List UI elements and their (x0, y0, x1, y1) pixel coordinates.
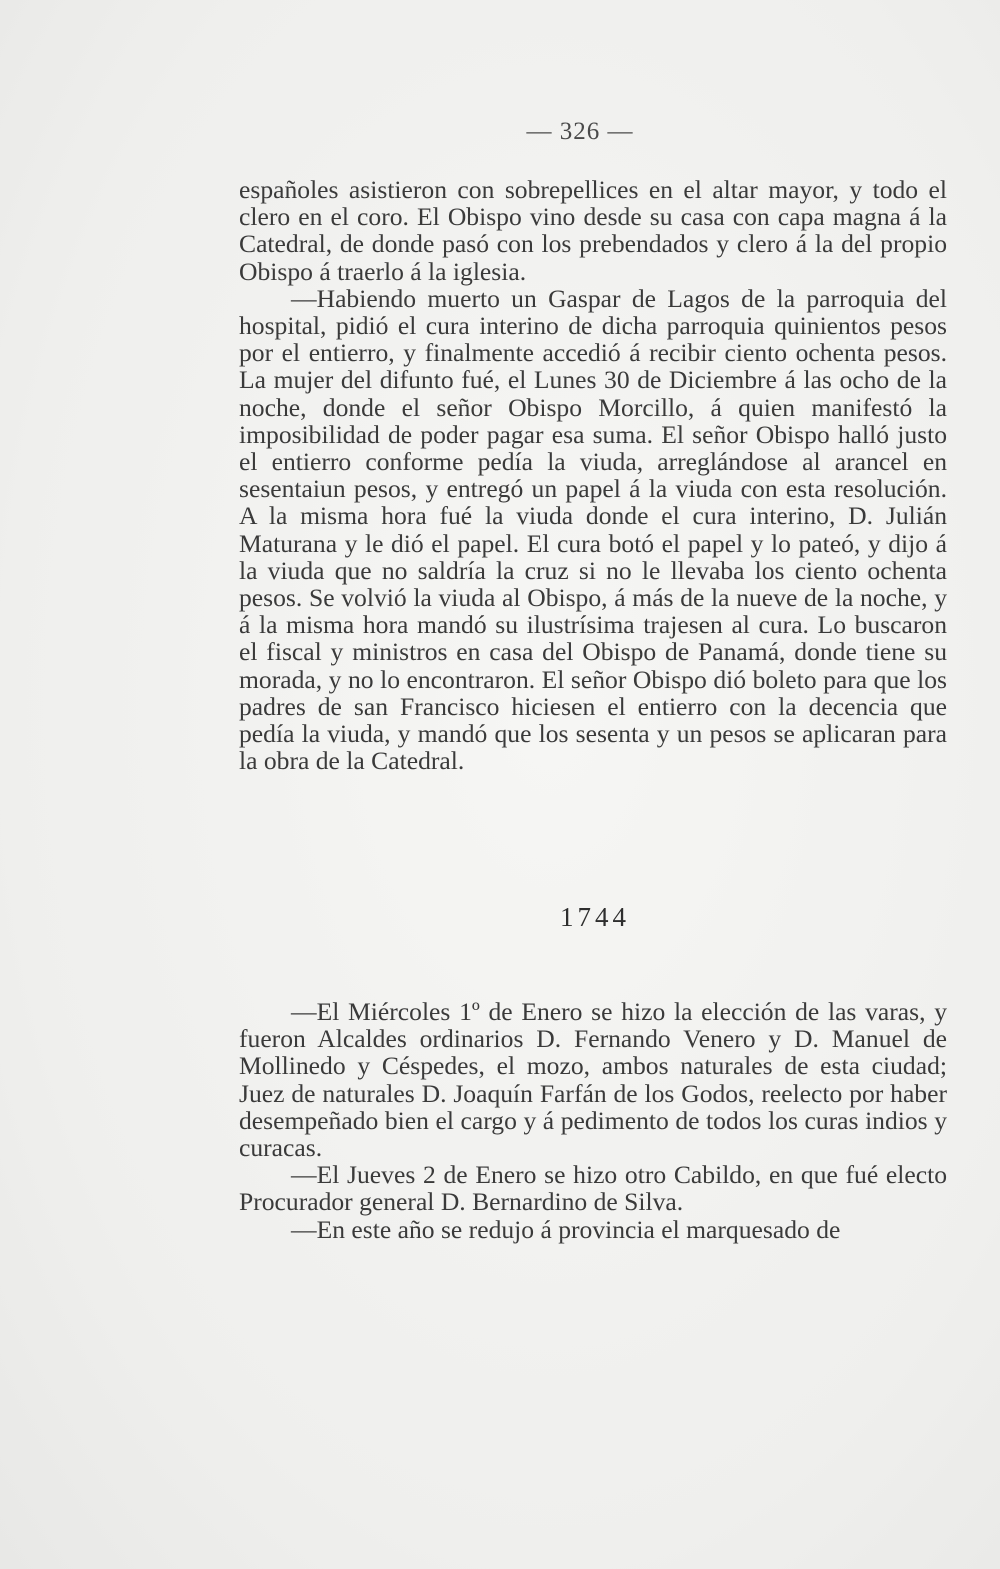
page-number: — 326 — (526, 118, 634, 145)
paragraph-gaspar-de-lagos: —Habiendo muerto un Gaspar de Lagos de la parroquia del hospital, pidió el cura interino de dicha parroquia quinientos pesos por el entierro, y finalmente accedió á recibir ciento ochenta pesos. La mujer del difunto fué, el Lunes 30 de Diciembre á las ocho de la noche, donde el señor Obispo Morcillo, á quien manifestó la imposibilidad de poder pagar esa suma. El señor Obispo halló justo el entierro conforme pedía la viuda, arreglándose al arancel en sesentaiun pesos, y entregó un papel á la viuda con esta resolución. A la misma hora fué la viuda donde el cura interino, D. Julián Maturana y le dió el papel. El cura botó el papel y lo pateó, y dijo á la viuda que no saldría la cruz si no le llevaba los ciento ochenta pesos. Se volvió la viuda al Obispo, á más de la nueve de la noche, y á la misma hora mandó su ilustrísima trajesen al cura. Lo buscaron el fiscal y ministros en casa del Obispo de Panamá, donde tiene su morada, y no lo encontraron. El señor Obispo dió boleto para que los padres de san Francisco hiciesen el entierro con la decencia que pedía la viuda, y mandó que los sesenta y un pesos se aplicaran para la obra de la Catedral. (239, 283, 947, 776)
paragraph-continuation: españoles asistieron con sobrepellices en el altar mayor, y todo el clero en el coro. El Obispo vino desde su casa con capa magna á la Catedral, de donde pasó con los prebendados y clero á la del propio Obispo á traerlo á la iglesia. (239, 175, 947, 286)
text-block-continuation (239, 176, 947, 774)
year-heading: 1744 (560, 902, 630, 932)
paragraph-cabildo: —El Jueves 2 de Enero se hizo otro Cabildo, en que fué electo Procurador general D. Bernardino de Silva. (239, 1160, 947, 1217)
text-block-1744 (239, 998, 947, 1243)
paragraph-marquesado: —En este año se redujo á provincia el marquesado de (291, 1214, 841, 1244)
paragraph-eleccion-varas: —El Miércoles 1º de Enero se hizo la elección de las varas, y fueron Alcaldes ordinarios D. Fernando Venero y D. Manuel de Mollinedo y Céspedes, el mozo, ambos naturales de esta ciudad; Juez de naturales D. Joaquín Farfán de los Godos, reelecto por haber desempeñado bien el cargo y á pedimento de todos los curas indios y curacas. (239, 997, 947, 1163)
